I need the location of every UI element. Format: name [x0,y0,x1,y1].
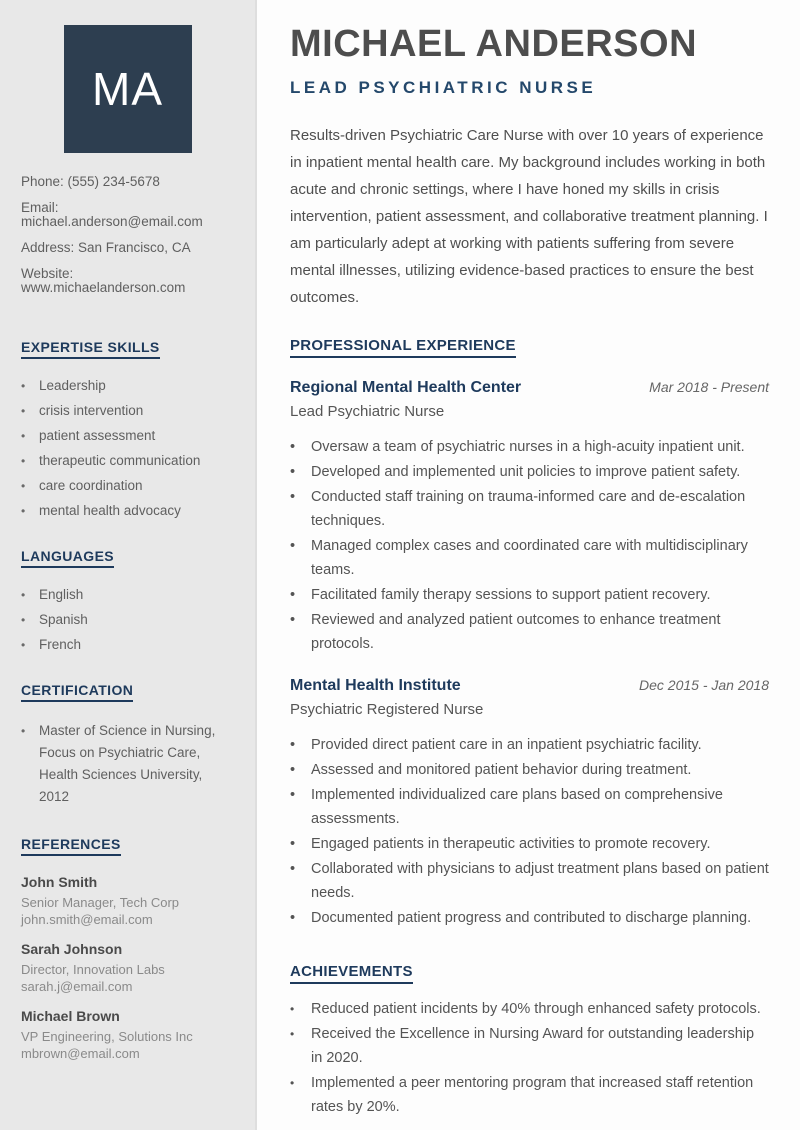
language-label: • French [39,637,82,652]
achievement-item [290,997,769,1021]
achievement-item [290,1022,769,1070]
job-bullet-text: • Conducted staff training on trauma-informed care and de-escalation techniques. [311,489,746,529]
skill-item [21,427,234,445]
language-label: • English [39,587,84,602]
achievement-text: • Received the Excellence in Nursing Award for outstanding leadership in 2020. [311,1026,755,1066]
job-dates: Dec 2015 - Jan 2018 [639,677,769,693]
references-section [21,836,234,1062]
job-bullet-text: • Documented patient progress and contributed to discharge planning. [311,910,752,926]
contact-website: Website: www.michaelanderson.com [21,266,186,295]
reference-role: VP Engineering, Solutions Inc [21,1029,193,1044]
certification-item [21,720,234,808]
avatar-initials: MA [92,63,163,115]
skill-label: • mental health advocacy [39,503,181,518]
languages-section [21,548,234,654]
skills-section [21,339,234,520]
skill-item [21,502,234,520]
skill-item [21,477,234,495]
contact-phone: Phone: (555) 234-5678 [21,174,160,189]
contact-address: Address: San Francisco, CA [21,240,191,255]
sidebar [0,0,257,1130]
job-bullet [290,733,769,757]
language-item [21,611,234,629]
reference-name: Michael Brown [21,1008,120,1024]
skill-item [21,402,234,420]
skill-label: • patient assessment [39,428,156,443]
reference-email: sarah.j@email.com [21,979,133,994]
company-name: Regional Mental Health Center [290,379,522,396]
reference-name: Sarah Johnson [21,941,123,957]
job-bullet [290,608,769,656]
job-bullet-text: • Assessed and monitored patient behavior during treatment. [311,762,692,778]
job-bullet [290,783,769,831]
job-bullet [290,460,769,484]
reference-email: mbrown@email.com [21,1046,140,1061]
job-bullet-text: • Provided direct patient care in an inpatient psychiatric facility. [311,737,702,753]
reference-person [21,1008,234,1062]
job-bullet [290,534,769,582]
skills-heading: EXPERTISE SKILLS [21,339,160,359]
reference-role: Director, Innovation Labs [21,962,165,977]
job-bullet-text: • Developed and implemented unit policies to improve patient safety. [311,464,741,480]
language-item [21,586,234,604]
job-bullets [290,733,769,930]
company-name: Mental Health Institute [290,677,461,694]
reference-role: Senior Manager, Tech Corp [21,895,180,910]
experience-entry [290,379,769,656]
job-bullet-text: • Implemented individualized care plans based on comprehensive assessments. [311,787,723,827]
languages-list [21,586,234,654]
job-bullet [290,906,769,930]
achievements-list [290,997,769,1119]
skill-label: • care coordination [39,478,143,493]
skill-label: • crisis intervention [39,403,144,418]
skill-item [21,452,234,470]
reference-email: john.smith@email.com [21,912,153,927]
job-role: Lead Psychiatric Nurse [290,403,445,420]
job-bullet-text: • Engaged patients in therapeutic activities to promote recovery. [311,836,711,852]
skill-label: • therapeutic communication [39,453,201,468]
achievements-heading: ACHIEVEMENTS [290,963,413,984]
skill-item [21,377,234,395]
skills-list [21,377,234,520]
job-bullets [290,435,769,656]
main-content [257,0,800,1130]
references-list [21,874,234,1062]
summary-paragraph: Results-driven Psychiatric Care Nurse with over 10 years of experience in inpatient mental health care. My background includes working in both acute and chronic settings, where I have honed my skills in crisis intervention, patient assessment, and collaborative treatment planning. I am particularly adept at working with patients suffering from severe mental illnesses, utilizing evidence-based practices to ensure the best outcomes. [290,127,768,306]
experience-heading: PROFESSIONAL EXPERIENCE [290,337,516,358]
languages-heading: LANGUAGES [21,548,114,568]
job-bullet [290,435,769,459]
reference-person [21,874,234,928]
language-label: • Spanish [39,612,88,627]
job-header [290,379,769,397]
job-bullet [290,758,769,782]
certification-list [21,720,234,808]
job-bullet-text: • Managed complex cases and coordinated care with multidisciplinary teams. [311,538,748,578]
certification-heading: CERTIFICATION [21,682,133,702]
job-bullet [290,832,769,856]
achievement-text: • Reduced patient incidents by 40% through enhanced safety protocols. [311,1001,761,1017]
avatar [64,25,192,153]
professional-title: LEAD PSYCHIATRIC NURSE [290,78,597,97]
job-dates: Mar 2018 - Present [649,379,769,395]
certification-section [21,682,234,808]
contact-block [21,175,234,295]
reference-name: John Smith [21,874,98,890]
skill-label: • Leadership [39,378,106,393]
certification-label: • Master of Science in Nursing, Focus on Psychiatric Care, Health Sciences University, 2012 [39,723,216,804]
reference-person [21,941,234,995]
references-heading: REFERENCES [21,836,121,856]
job-bullet-text: • Reviewed and analyzed patient outcomes to enhance treatment protocols. [311,612,721,652]
experience-entry [290,677,769,930]
language-item [21,636,234,654]
job-header [290,677,769,695]
job-role: Psychiatric Registered Nurse [290,701,484,718]
achievement-text: • Implemented a peer mentoring program that increased staff retention rates by 20%. [311,1075,754,1115]
achievement-item [290,1071,769,1119]
job-bullet-text: • Oversaw a team of psychiatric nurses in a high-acuity inpatient unit. [311,439,745,455]
job-bullet [290,583,769,607]
job-bullet [290,485,769,533]
contact-email: Email: michael.anderson@email.com [21,200,203,229]
page-title: MICHAEL ANDERSON [290,23,698,65]
job-bullet [290,857,769,905]
job-bullet-text: • Collaborated with physicians to adjust treatment plans based on patient needs. [311,861,769,901]
job-bullet-text: • Facilitated family therapy sessions to support patient recovery. [311,587,711,603]
